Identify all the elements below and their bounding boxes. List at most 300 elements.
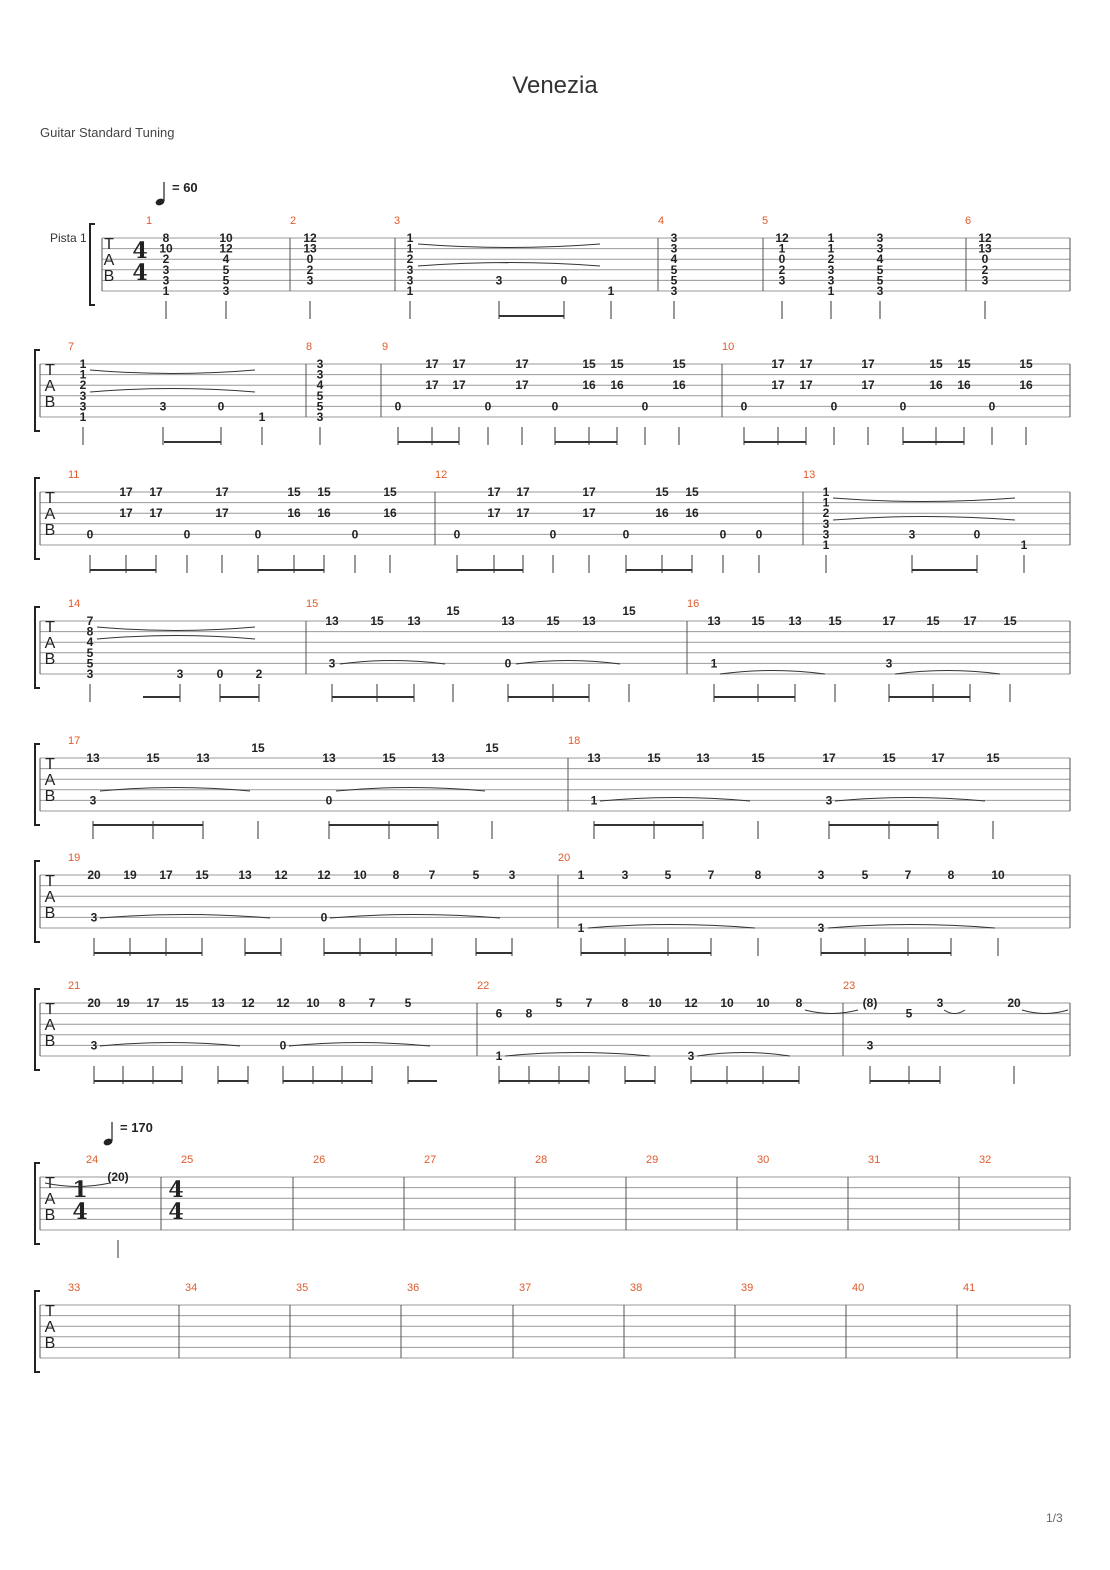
fret-number: 5	[876, 262, 884, 277]
fret-number: 4	[316, 378, 324, 393]
fret-number: 15	[882, 751, 896, 765]
fret-number: 16	[383, 506, 397, 521]
fret-number: 12	[775, 231, 789, 245]
fret-number: 20	[1007, 996, 1021, 1010]
measure-number: 14	[68, 598, 81, 610]
fret-number: 17	[159, 868, 173, 882]
fret-number: 3	[176, 667, 184, 681]
fret-number: 15	[751, 751, 765, 765]
tab-clef-letter: A	[44, 1319, 56, 1336]
fret-number: 1	[79, 410, 87, 424]
measure-number: 7	[68, 341, 75, 353]
fret-number: 10	[306, 996, 320, 1010]
tab-clef-letter: T	[45, 490, 55, 507]
measure-number: 26	[313, 1154, 326, 1166]
fret-number: 0	[719, 527, 727, 542]
fret-number: 2	[79, 378, 87, 393]
fret-number: 17	[452, 378, 466, 393]
tab-clef-letter: T	[45, 362, 55, 379]
fret-number: 13	[587, 751, 601, 765]
measure-number: 17	[68, 735, 81, 747]
tab-clef-letter: A	[44, 1191, 56, 1208]
fret-number: 16	[672, 378, 686, 393]
fret-number: 16	[957, 378, 971, 393]
time-signature-bottom: 4	[168, 1199, 184, 1225]
fret-number: 17	[771, 357, 785, 371]
tie-arc	[833, 517, 1015, 521]
fret-number: 15	[929, 357, 943, 371]
time-signature-bottom: 4	[72, 1199, 88, 1225]
measure-number: 24	[86, 1154, 99, 1166]
fret-number: 3	[876, 284, 884, 298]
measure-number: 25	[181, 1154, 194, 1166]
tab-clef-letter: B	[44, 394, 56, 411]
fret-number: 8	[338, 996, 346, 1010]
time-signature-top: 1	[72, 1177, 88, 1203]
fret-number: 10	[648, 996, 662, 1010]
fret-number: 17	[799, 357, 813, 371]
fret-number: 3	[817, 868, 825, 882]
fret-number: 15	[672, 357, 686, 371]
fret-number: 3	[495, 273, 503, 288]
measure-number: 1	[146, 215, 153, 227]
measure-number: 19	[68, 852, 81, 864]
fret-number: 3	[406, 262, 414, 277]
fret-number: 15	[926, 614, 940, 628]
tab-clef-letter: B	[44, 1207, 56, 1224]
measure-number: 6	[965, 215, 972, 227]
fret-number: 3	[866, 1038, 874, 1053]
fret-number: 1	[778, 241, 786, 256]
fret-number: 3	[316, 357, 324, 371]
fret-number: 3	[817, 921, 825, 935]
fret-number: 10	[756, 996, 770, 1010]
fret-number: 3	[306, 273, 314, 288]
fret-number: 0	[306, 252, 314, 267]
tab-clef-letter: T	[45, 756, 55, 773]
measure-number: 15	[306, 598, 319, 610]
system-bracket	[35, 861, 40, 942]
measure-number: 23	[843, 980, 856, 992]
measure-number: 35	[296, 1282, 309, 1294]
tab-clef-letter: B	[44, 1335, 56, 1352]
fret-number: 2	[406, 252, 414, 267]
track-label: Pista 1	[50, 231, 87, 245]
fret-number: 0	[755, 527, 763, 542]
fret-number: 13	[322, 751, 336, 765]
fret-number: 5	[876, 273, 884, 288]
fret-number: 15	[685, 485, 699, 499]
tab-clef-letter: A	[44, 378, 56, 395]
fret-number: 5	[670, 273, 678, 288]
tie-arc	[1022, 1010, 1068, 1014]
fret-number: 0	[549, 527, 557, 542]
fret-number: 1	[710, 656, 718, 671]
fret-number: 1	[822, 485, 830, 499]
tab-clef-letter: B	[44, 788, 56, 805]
fret-number: 0	[394, 399, 402, 414]
fret-number: 1	[577, 868, 585, 882]
fret-number: 13	[196, 751, 210, 765]
fret-number: 17	[215, 485, 229, 499]
fret-number: 0	[86, 527, 94, 542]
fret-number: 15	[195, 868, 209, 882]
fret-number: 5	[555, 996, 563, 1010]
fret-number: 13	[407, 614, 421, 628]
fret-number: 0	[981, 252, 989, 267]
fret-number: 5	[861, 868, 869, 882]
fret-number: 8	[86, 624, 94, 639]
system-bracket	[35, 350, 40, 431]
tie-arc	[895, 671, 1000, 675]
fret-number: 8	[525, 1006, 533, 1021]
fret-number: 15	[546, 614, 560, 628]
fret-number: 15	[828, 614, 842, 628]
fret-number: 0	[560, 273, 568, 288]
system-bracket	[35, 478, 40, 559]
fret-number: 0	[830, 399, 838, 414]
fret-number: 12	[978, 231, 992, 245]
fret-number: 0	[216, 667, 224, 681]
fret-number: (20)	[107, 1170, 129, 1184]
fret-number: 3	[162, 273, 170, 288]
fret-number: 16	[1019, 378, 1033, 393]
tie-arc	[720, 671, 825, 675]
fret-number: 3	[316, 367, 324, 382]
fret-number: 4	[670, 252, 678, 267]
fret-number: 15	[146, 751, 160, 765]
fret-number: 8	[947, 868, 955, 882]
tab-clef-letter: B	[44, 905, 56, 922]
measure-number: 37	[519, 1282, 532, 1294]
fret-number: 3	[670, 284, 678, 298]
measure-number: 16	[687, 598, 700, 610]
fret-number: 1	[406, 231, 414, 245]
system-bracket	[35, 989, 40, 1070]
measure-number: 29	[646, 1154, 659, 1166]
fret-number: 3	[876, 241, 884, 256]
fret-number: 8	[795, 996, 803, 1010]
tab-clef-letter: A	[44, 635, 56, 652]
fret-number: 13	[431, 751, 445, 765]
fret-number: 16	[655, 506, 669, 521]
fret-number: 3	[822, 527, 830, 542]
fret-number: 15	[317, 485, 331, 499]
fret-number: 7	[86, 614, 94, 628]
fret-number: 3	[827, 262, 835, 277]
fret-number: 1	[607, 284, 615, 298]
fret-number: 1	[162, 284, 170, 298]
tab-clef-letter: T	[45, 1001, 55, 1018]
fret-number: 17	[515, 378, 529, 393]
fret-number: 0	[641, 399, 649, 414]
fret-number: 3	[670, 241, 678, 256]
fret-number: 4	[876, 252, 884, 267]
fret-number: 8	[621, 996, 629, 1010]
fret-number: 10	[353, 868, 367, 882]
fret-number: 16	[685, 506, 699, 521]
fret-number: 15	[622, 604, 636, 618]
fret-number: 17	[487, 485, 501, 499]
fret-number: 8	[754, 868, 762, 882]
tie-arc	[97, 636, 255, 640]
fret-number: 16	[317, 506, 331, 521]
fret-number: 17	[119, 506, 133, 521]
measure-number: 34	[185, 1282, 198, 1294]
fret-number: 13	[211, 996, 225, 1010]
fret-number: 19	[116, 996, 130, 1010]
fret-number: 10	[720, 996, 734, 1010]
fret-number: 5	[316, 388, 324, 403]
fret-number: 15	[655, 485, 669, 499]
fret-number: 12	[276, 996, 290, 1010]
tab-clef-letter: T	[104, 236, 114, 253]
fret-number: 13	[707, 614, 721, 628]
fret-number: 1	[495, 1049, 503, 1063]
fret-number: 2	[981, 262, 989, 277]
fret-number: 10	[991, 868, 1005, 882]
tie-arc	[418, 263, 600, 267]
tab-clef-letter: B	[44, 1033, 56, 1050]
fret-number: 7	[368, 996, 376, 1010]
fret-number: 0	[740, 399, 748, 414]
fret-number: 1	[406, 241, 414, 256]
fret-number: 3	[222, 284, 230, 298]
fret-number: 0	[183, 527, 191, 542]
fret-number: 3	[406, 273, 414, 288]
fret-number: 3	[159, 399, 167, 414]
tab-clef-letter: A	[44, 772, 56, 789]
fret-number: 20	[87, 868, 101, 882]
fret-number: 1	[577, 921, 585, 935]
fret-number: 3	[670, 231, 678, 245]
tie-arc	[805, 1010, 858, 1014]
fret-number: 13	[696, 751, 710, 765]
page-number: 1/3	[1046, 1511, 1063, 1525]
fret-number: 5	[316, 399, 324, 414]
fret-number: 12	[241, 996, 255, 1010]
system-bracket	[35, 1291, 40, 1372]
tab-clef-letter: A	[44, 506, 56, 523]
fret-number: 7	[904, 868, 912, 882]
fret-number: 12	[274, 868, 288, 882]
fret-number: 17	[146, 996, 160, 1010]
fret-number: 3	[79, 399, 87, 414]
fret-number: 12	[219, 241, 233, 256]
measure-number: 41	[963, 1282, 976, 1294]
fret-number: 17	[771, 378, 785, 393]
fret-number: 3	[908, 527, 916, 542]
fret-number: 0	[899, 399, 907, 414]
fret-number: 6	[495, 1006, 503, 1021]
fret-number: 15	[1003, 614, 1017, 628]
fret-number: 13	[325, 614, 339, 628]
fret-number: 13	[303, 241, 317, 256]
fret-number: 0	[254, 527, 262, 542]
fret-number: 7	[585, 996, 593, 1010]
fret-number: (8)	[862, 996, 878, 1010]
fret-number: 1	[827, 241, 835, 256]
tie-arc	[418, 244, 600, 248]
fret-number: 3	[778, 273, 786, 288]
fret-number: 2	[822, 506, 830, 521]
fret-number: 1	[406, 284, 414, 298]
fret-number: 3	[822, 516, 830, 531]
fret-number: 3	[885, 656, 893, 671]
tie-arc	[697, 1053, 790, 1057]
measure-number: 27	[424, 1154, 437, 1166]
fret-number: 13	[582, 614, 596, 628]
fret-number: 17	[425, 357, 439, 371]
measure-number: 9	[382, 341, 389, 353]
fret-number: 2	[778, 262, 786, 277]
fret-number: 5	[222, 273, 230, 288]
measure-number: 3	[394, 215, 401, 227]
fret-number: 12	[317, 868, 331, 882]
fret-number: 3	[162, 262, 170, 277]
measure-number: 32	[979, 1154, 992, 1166]
fret-number: 3	[79, 388, 87, 403]
fret-number: 17	[882, 614, 896, 628]
tab-clef-letter: A	[44, 889, 56, 906]
fret-number: 0	[504, 656, 512, 671]
measure-number: 21	[68, 980, 81, 992]
fret-number: 2	[827, 252, 835, 267]
fret-number: 15	[383, 485, 397, 499]
fret-number: 17	[119, 485, 133, 499]
fret-number: 3	[316, 410, 324, 424]
tab-clef-letter: B	[103, 268, 115, 285]
fret-number: 15	[251, 741, 265, 755]
fret-number: 15	[751, 614, 765, 628]
measure-number: 2	[290, 215, 297, 227]
fret-number: 15	[287, 485, 301, 499]
measure-number: 40	[852, 1282, 865, 1294]
fret-number: 5	[472, 868, 480, 882]
time-signature-top: 4	[168, 1177, 184, 1203]
tie-arc	[90, 370, 255, 374]
fret-number: 1	[822, 495, 830, 510]
measure-number: 28	[535, 1154, 548, 1166]
fret-number: 3	[825, 793, 833, 808]
measure-number: 4	[658, 215, 665, 227]
fret-number: 17	[861, 378, 875, 393]
fret-number: 0	[453, 527, 461, 542]
measure-number: 33	[68, 1282, 81, 1294]
tab-clef-letter: T	[45, 619, 55, 636]
fret-number: 3	[89, 793, 97, 808]
fret-number: 12	[684, 996, 698, 1010]
fret-number: 17	[516, 506, 530, 521]
measure-number: 18	[568, 735, 581, 747]
fret-number: 3	[328, 656, 336, 671]
fret-number: 2	[306, 262, 314, 277]
fret-number: 3	[508, 868, 516, 882]
tie-arc	[505, 1053, 650, 1057]
tempo-marking: = 170	[120, 1120, 153, 1135]
fret-number: 5	[670, 262, 678, 277]
tie-arc	[100, 788, 250, 792]
fret-number: 0	[217, 399, 225, 414]
fret-number: 17	[931, 751, 945, 765]
fret-number: 7	[707, 868, 715, 882]
tab-clef-letter: T	[45, 873, 55, 890]
fret-number: 0	[484, 399, 492, 414]
fret-number: 10	[219, 231, 233, 245]
measure-number: 10	[722, 341, 735, 353]
fret-number: 17	[516, 485, 530, 499]
fret-number: 19	[123, 868, 137, 882]
fret-number: 16	[929, 378, 943, 393]
system-bracket	[35, 744, 40, 825]
measure-number: 11	[68, 469, 80, 481]
fret-number: 15	[610, 357, 624, 371]
fret-number: 1	[827, 231, 835, 245]
fret-number: 15	[957, 357, 971, 371]
fret-number: 3	[90, 1038, 98, 1053]
fret-number: 15	[446, 604, 460, 618]
fret-number: 3	[90, 910, 98, 925]
fret-number: 3	[936, 996, 944, 1010]
fret-number: 17	[582, 485, 596, 499]
fret-number: 15	[986, 751, 1000, 765]
fret-number: 17	[452, 357, 466, 371]
time-signature-bottom: 4	[132, 260, 148, 286]
fret-number: 7	[428, 868, 436, 882]
fret-number: 15	[485, 741, 499, 755]
fret-number: 1	[827, 284, 835, 298]
measure-number: 5	[762, 215, 769, 227]
tab-clef-letter: B	[44, 651, 56, 668]
fret-number: 17	[425, 378, 439, 393]
fret-number: 3	[86, 667, 94, 681]
fret-number: 17	[149, 506, 163, 521]
fret-number: 17	[582, 506, 596, 521]
fret-number: 0	[551, 399, 559, 414]
fret-number: 17	[487, 506, 501, 521]
tie-arc	[833, 498, 1015, 502]
time-signature-top: 4	[132, 238, 148, 264]
measure-number: 22	[477, 980, 490, 992]
measure-number: 12	[435, 469, 448, 481]
fret-number: 3	[876, 231, 884, 245]
tie-arc	[828, 925, 995, 929]
tie-arc	[336, 788, 485, 792]
system-bracket	[35, 1163, 40, 1244]
fret-number: 17	[515, 357, 529, 371]
measure-number: 30	[757, 1154, 770, 1166]
fret-number: 13	[238, 868, 252, 882]
fret-number: 5	[905, 1006, 913, 1021]
fret-number: 8	[392, 868, 400, 882]
tie-arc	[944, 1010, 965, 1014]
measure-number: 13	[803, 469, 816, 481]
fret-number: 15	[382, 751, 396, 765]
system-bracket	[35, 607, 40, 688]
fret-number: 5	[222, 262, 230, 277]
measure-number: 20	[558, 852, 571, 864]
tie-arc	[90, 389, 255, 393]
measure-number: 31	[868, 1154, 881, 1166]
fret-number: 0	[320, 910, 328, 925]
fret-number: 13	[788, 614, 802, 628]
fret-number: 1	[1020, 538, 1028, 552]
fret-number: 12	[303, 231, 317, 245]
fret-number: 17	[822, 751, 836, 765]
fret-number: 0	[351, 527, 359, 542]
fret-number: 2	[255, 667, 263, 681]
tab-clef-letter: B	[44, 522, 56, 539]
